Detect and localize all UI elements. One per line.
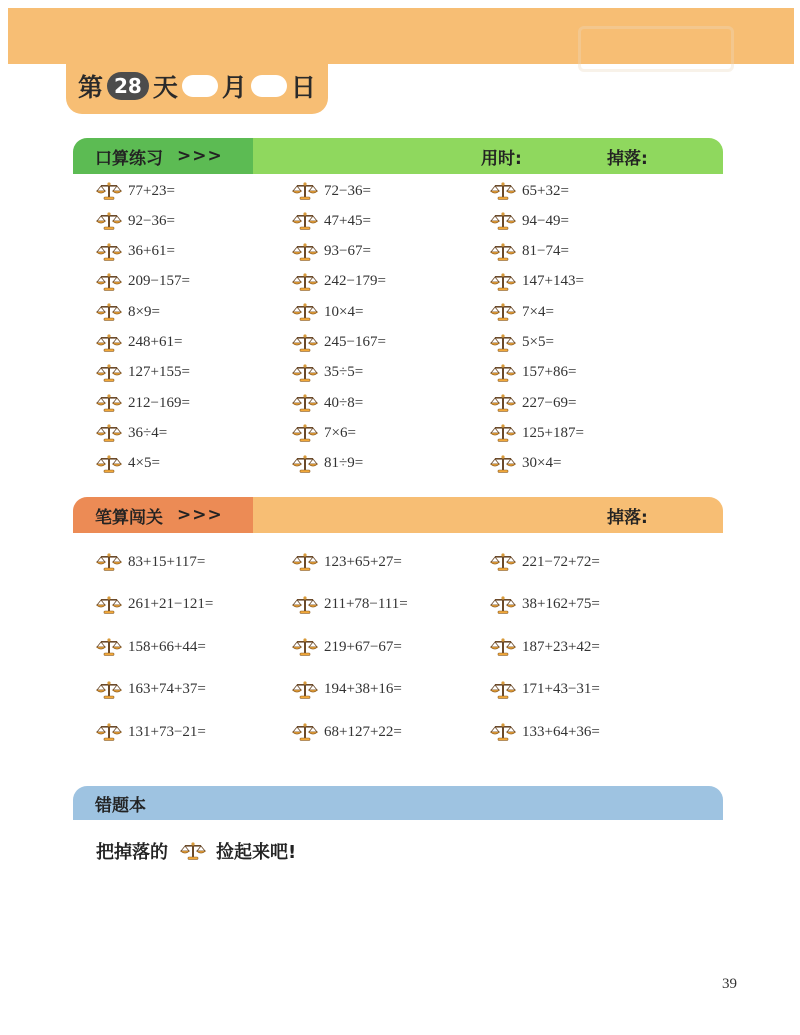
written-title: 笔算闯关 [95, 507, 163, 528]
oral-problem [292, 182, 371, 200]
balance-scale-icon [490, 212, 516, 230]
written-problem [96, 681, 206, 699]
oral-problem [490, 364, 576, 382]
problem-text: 68+127+22= [324, 723, 402, 740]
oral-problem [96, 273, 190, 291]
written-section-label [73, 497, 253, 533]
balance-scale-icon [292, 723, 318, 741]
oral-problem [490, 212, 569, 230]
problem-text: 194+38+16= [324, 681, 402, 697]
month-label: 月 [221, 73, 247, 102]
balance-scale-icon [96, 182, 122, 200]
problem-text: 36+61= [128, 243, 175, 260]
written-problem [96, 638, 206, 656]
written-problem [292, 638, 402, 656]
balance-scale-icon [292, 638, 318, 656]
written-drop-label: 掉落: [607, 507, 648, 528]
mistakes-title: 错题本 [95, 795, 146, 816]
problem-text: 131+73−21= [128, 723, 206, 740]
problem-text: 242−179= [324, 273, 386, 290]
problem-text: 30×4= [522, 455, 562, 472]
oral-section-bar [73, 138, 723, 174]
day-header [66, 58, 328, 114]
oral-problem [292, 212, 371, 230]
problem-text: 72−36= [324, 182, 371, 199]
oral-problem [292, 273, 386, 291]
oral-title: 口算练习 [95, 148, 163, 169]
problem-text: 127+155= [128, 364, 190, 381]
problem-text: 83+15+117= [128, 553, 206, 570]
balance-scale-icon [490, 334, 516, 352]
written-problem [292, 553, 402, 571]
balance-scale-icon [96, 681, 122, 699]
oral-problem [490, 455, 561, 473]
written-problem [292, 723, 402, 741]
balance-scale-icon [490, 681, 516, 699]
problem-text: 211+78−111= [324, 596, 408, 612]
balance-scale-icon [96, 364, 122, 382]
oral-problem [96, 334, 182, 352]
oral-section-label [73, 138, 253, 174]
written-problem [490, 681, 600, 699]
problem-text: 81÷9= [324, 455, 364, 472]
oral-problem [96, 394, 190, 412]
balance-scale-icon [292, 553, 318, 571]
oral-problem [490, 394, 576, 412]
problem-text: 157+86= [522, 364, 577, 381]
problem-text: 36÷4= [128, 424, 168, 441]
balance-scale-icon [292, 243, 318, 261]
problem-text: 81−74= [522, 243, 569, 260]
faint-logo [578, 26, 734, 72]
oral-problem [96, 455, 160, 473]
oral-problem [96, 424, 167, 442]
problem-text: 38+162+75= [522, 596, 600, 612]
problem-text: 221−72+72= [522, 553, 600, 570]
balance-scale-icon [490, 394, 516, 412]
written-problem [490, 596, 600, 614]
balance-scale-icon [490, 303, 516, 321]
balance-scale-icon [96, 723, 122, 741]
balance-scale-icon [292, 303, 318, 321]
problem-text: 4×5= [128, 455, 160, 472]
written-section-bar [73, 497, 723, 533]
balance-scale-icon [490, 364, 516, 382]
balance-scale-icon [292, 364, 318, 382]
balance-scale-icon [292, 455, 318, 473]
problem-text: 7×4= [522, 303, 554, 320]
mistakes-section-bar [73, 786, 723, 820]
oral-problem [292, 394, 363, 412]
oral-problem [292, 334, 386, 352]
balance-scale-icon [96, 303, 122, 321]
oral-arrows: >>> [177, 146, 223, 166]
balance-scale-icon [490, 455, 516, 473]
problem-text: 248+61= [128, 334, 183, 350]
oral-problem [96, 243, 175, 261]
oral-problem [490, 273, 584, 291]
problem-text: 8×9= [128, 303, 160, 320]
problem-text: 209−157= [128, 273, 190, 290]
balance-scale-icon [490, 638, 516, 656]
problem-text: 92−36= [128, 212, 175, 229]
problem-text: 10×4= [324, 303, 364, 320]
balance-scale-icon [96, 553, 122, 571]
problem-text: 227−69= [522, 394, 577, 411]
day-suffix: 天 [152, 73, 178, 102]
oral-problem [490, 334, 554, 352]
oral-problem [292, 243, 371, 261]
oral-time-label: 用时: [481, 148, 522, 169]
problem-text: 187+23+42= [522, 638, 600, 655]
date-label: 日 [290, 73, 316, 102]
balance-scale-icon [96, 424, 122, 442]
oral-drop-label: 掉落: [607, 148, 648, 169]
written-problem [96, 553, 205, 571]
problem-text: 94−49= [522, 212, 569, 229]
written-problem [292, 596, 408, 614]
oral-problem [292, 455, 363, 473]
problem-text: 163+74+37= [128, 681, 206, 697]
oral-problem [292, 303, 363, 321]
day-prefix: 第 [78, 73, 104, 102]
oral-problem [490, 243, 569, 261]
balance-scale-icon [490, 243, 516, 261]
balance-scale-icon [490, 723, 516, 741]
oral-problem [490, 182, 569, 200]
oral-problem [490, 303, 554, 321]
balance-scale-icon [292, 394, 318, 412]
day-number: 28 [107, 72, 149, 100]
oral-problem [96, 182, 175, 200]
mistakes-prompt [96, 838, 296, 864]
problem-text: 125+187= [522, 424, 584, 441]
balance-scale-icon [490, 596, 516, 614]
balance-scale-icon [292, 273, 318, 291]
problem-text: 158+66+44= [128, 638, 206, 655]
written-arrows: >>> [177, 505, 223, 525]
written-problem [490, 553, 600, 571]
balance-scale-icon [180, 842, 206, 860]
written-problem [490, 723, 600, 741]
balance-scale-icon [96, 596, 122, 614]
balance-scale-icon [96, 243, 122, 261]
oral-problem [292, 424, 356, 442]
balance-scale-icon [96, 334, 122, 352]
balance-scale-icon [292, 596, 318, 614]
problem-text: 93−67= [324, 243, 371, 260]
problem-text: 219+67−67= [324, 638, 402, 655]
written-problem [490, 638, 600, 656]
problem-text: 123+65+27= [324, 553, 402, 570]
problem-text: 65+32= [522, 182, 569, 199]
page-number: 39 [722, 976, 737, 992]
balance-scale-icon [96, 273, 122, 291]
balance-scale-icon [490, 273, 516, 291]
date-blank[interactable] [251, 75, 287, 97]
balance-scale-icon [96, 212, 122, 230]
balance-scale-icon [292, 334, 318, 352]
written-problem [96, 596, 213, 614]
balance-scale-icon [96, 455, 122, 473]
problem-text: 7×6= [324, 424, 356, 441]
balance-scale-icon [96, 394, 122, 412]
problem-text: 5×5= [522, 334, 554, 350]
balance-scale-icon [292, 182, 318, 200]
oral-problem [292, 364, 363, 382]
problem-text: 212−169= [128, 394, 190, 411]
balance-scale-icon [96, 638, 122, 656]
problem-text: 261+21−121= [128, 596, 214, 612]
oral-problem [490, 424, 584, 442]
oral-problem [96, 303, 160, 321]
month-blank[interactable] [182, 75, 218, 97]
balance-scale-icon [292, 424, 318, 442]
problem-text: 133+64+36= [522, 723, 600, 740]
written-problem [292, 681, 402, 699]
balance-scale-icon [292, 212, 318, 230]
problem-text: 171+43−31= [522, 681, 600, 697]
problem-text: 147+143= [522, 273, 584, 290]
balance-scale-icon [292, 681, 318, 699]
balance-scale-icon [490, 424, 516, 442]
mistakes-prompt-before: 把掉落的 [96, 842, 168, 863]
oral-problem [96, 364, 190, 382]
balance-scale-icon [490, 553, 516, 571]
oral-problem [96, 212, 175, 230]
written-problem [96, 723, 206, 741]
written-bar-fill [253, 497, 723, 533]
problem-text: 35÷5= [324, 364, 364, 381]
balance-scale-icon [490, 182, 516, 200]
problem-text: 47+45= [324, 212, 371, 229]
problem-text: 77+23= [128, 182, 175, 199]
problem-text: 245−167= [324, 334, 386, 350]
mistakes-prompt-after: 捡起来吧! [216, 842, 297, 863]
problem-text: 40÷8= [324, 394, 364, 411]
